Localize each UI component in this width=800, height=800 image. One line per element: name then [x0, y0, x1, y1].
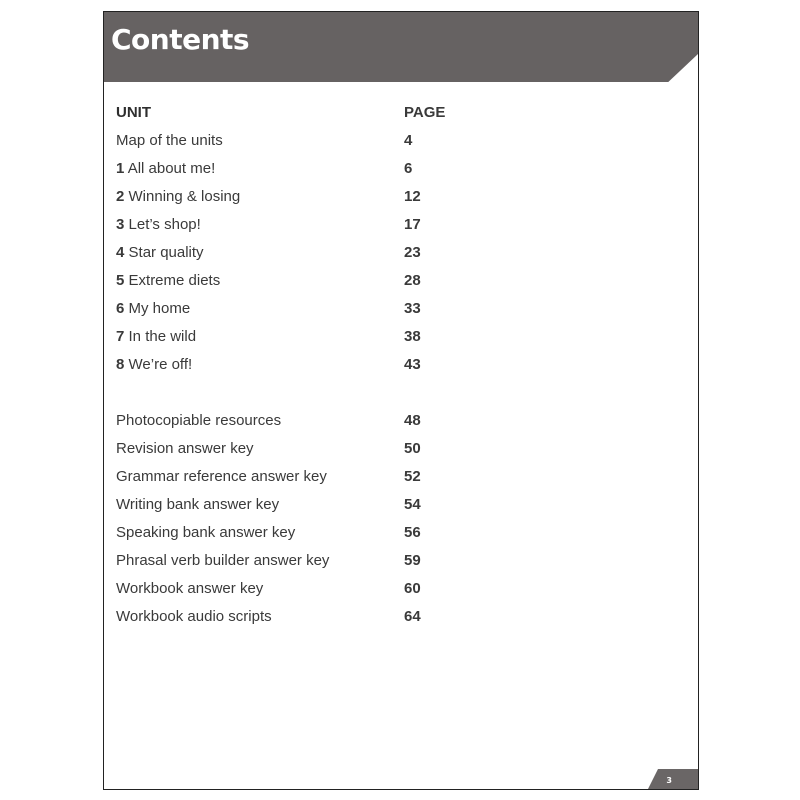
unit-number: 2: [116, 187, 125, 205]
page-number-cell: 54: [404, 495, 421, 513]
resource-title: Writing bank answer key: [116, 495, 280, 513]
page-number-cell: 38: [404, 327, 421, 345]
unit-title: Star quality: [128, 243, 204, 261]
resource-title: Speaking bank answer key: [116, 523, 296, 541]
unit-title: Winning & losing: [128, 187, 241, 205]
unit-number: 7: [116, 327, 125, 345]
page-sheet: [103, 11, 699, 790]
toc-row-resource: [116, 574, 676, 602]
resource-title: Workbook audio scripts: [116, 607, 272, 625]
toc-row-unit-8: [116, 350, 676, 378]
page-number-cell: 6: [404, 159, 413, 177]
page-number-cell: 64: [404, 607, 421, 625]
toc-row-resource: [116, 490, 676, 518]
page-number-cell: 17: [404, 215, 421, 233]
page-number-cell: 4: [404, 131, 413, 149]
contents-table: [116, 98, 676, 630]
page-number-cell: 48: [404, 411, 421, 429]
resource-title: Workbook answer key: [116, 579, 264, 597]
unit-title: Extreme diets: [128, 271, 221, 289]
page-title: Contents: [111, 23, 250, 56]
toc-row-unit-3: [116, 210, 676, 238]
toc-row-unit-6: [116, 294, 676, 322]
resource-title: Photocopiable resources: [116, 411, 282, 429]
unit-title: Let’s shop!: [128, 215, 201, 233]
page-number-cell: 59: [404, 551, 421, 569]
resource-title: Grammar reference answer key: [116, 467, 327, 485]
toc-row-unit-4: [116, 238, 676, 266]
toc-row-map-of-units: [116, 126, 676, 154]
toc-row-unit-7: [116, 322, 676, 350]
toc-row-resource: [116, 434, 676, 462]
unit-title: Map of the units: [116, 131, 223, 149]
contents-header-row: [116, 98, 676, 126]
toc-row-resource: [116, 518, 676, 546]
page-number-cell: 56: [404, 523, 421, 541]
page-number-cell: 12: [404, 187, 421, 205]
resource-title: Revision answer key: [116, 439, 254, 457]
page-number-cell: 43: [404, 355, 421, 373]
page-number-cell: 60: [404, 579, 421, 597]
toc-row-resource: [116, 546, 676, 574]
toc-row-resource: [116, 462, 676, 490]
unit-title: In the wild: [128, 327, 197, 345]
unit-number: 8: [116, 355, 125, 373]
unit-number: 4: [116, 243, 125, 261]
page-number-cell: 52: [404, 467, 421, 485]
page-number-badge: [648, 769, 698, 789]
toc-row-unit-5: [116, 266, 676, 294]
toc-row-resource: [116, 406, 676, 434]
toc-row-resource: [116, 602, 676, 630]
unit-number: 6: [116, 299, 125, 317]
unit-title: All about me!: [127, 159, 216, 177]
toc-row-unit-2: [116, 182, 676, 210]
page-column-header: PAGE: [404, 103, 446, 121]
unit-title: We’re off!: [128, 355, 193, 373]
page-number-cell: 33: [404, 299, 421, 317]
section-gap: [116, 378, 676, 406]
unit-number: 1: [116, 159, 125, 177]
unit-title: My home: [128, 299, 191, 317]
resource-title: Phrasal verb builder answer key: [116, 551, 330, 569]
unit-column-header: UNIT: [116, 103, 151, 121]
page-number: 3: [666, 776, 672, 785]
unit-number: 3: [116, 215, 125, 233]
page-number-cell: 28: [404, 271, 421, 289]
unit-number: 5: [116, 271, 125, 289]
toc-row-unit-1: [116, 154, 676, 182]
page-number-cell: 23: [404, 243, 421, 261]
page-number-cell: 50: [404, 439, 421, 457]
